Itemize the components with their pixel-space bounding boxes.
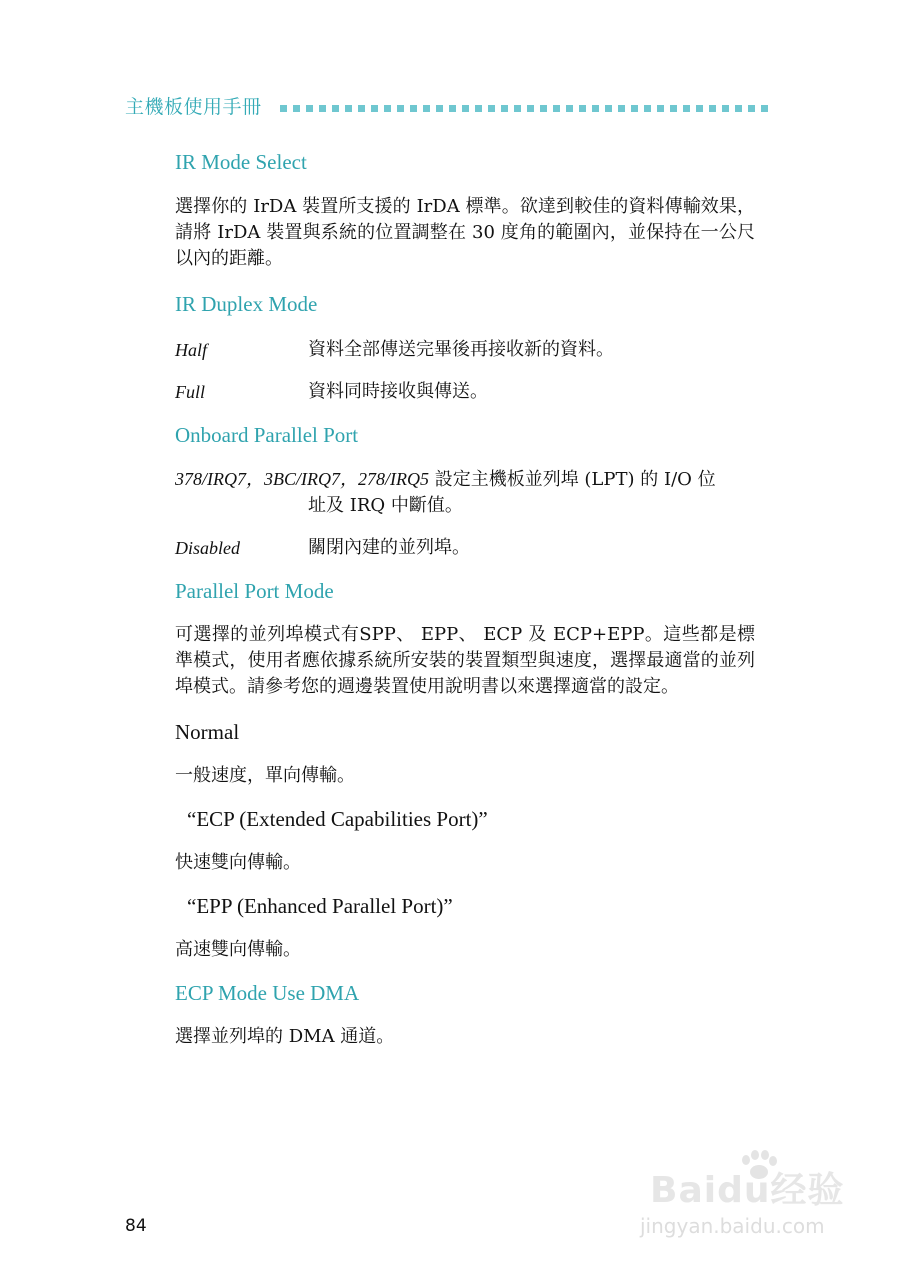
header-dot: [410, 105, 417, 112]
header-dot: [488, 105, 495, 112]
header-dot: [683, 105, 690, 112]
header-dot: [475, 105, 482, 112]
ecp-mode-description: 快速雙向傳輸。: [175, 852, 301, 873]
ecp-mode-label: “ECP (Extended Capabilities Port)”: [187, 807, 488, 831]
normal-mode-description: 一般速度，單向傳輸。: [175, 765, 355, 786]
watermark-url: jingyan.baidu.com: [640, 1214, 825, 1238]
header-dot: [592, 105, 599, 112]
parallel-port-disabled-row: [175, 535, 755, 561]
manual-content: [175, 150, 755, 1050]
header-dot: [462, 105, 469, 112]
parallel-mode-description: 可選擇的並列埠模式有SPP、 EPP、 ECP 及 ECP+EPP。這些都是標準模式，使用者應依據系統所安裝的裝置類型與速度，選擇最適當的並列埠模式。請參考您的週邊裝置使用說明書以來選擇適當的設定。: [175, 624, 755, 697]
header-dot: [423, 105, 430, 112]
heading-onboard-parallel-port: Onboard Parallel Port: [175, 423, 359, 447]
header-dot: [306, 105, 313, 112]
header-dot: [566, 105, 573, 112]
heading-ir-mode-select: IR Mode Select: [175, 150, 307, 174]
ir-mode-description: 選擇你的 IrDA 裝置所支援的 IrDA 標準。欲達到較佳的資料傳輸效果，請將 IrDA 裝置與系統的位置調整在 30 度角的範圍內，並保持在一公尺以內的距離。: [175, 196, 755, 269]
address-option-description: 設定主機板並列埠 (LPT) 的 I/O 位: [428, 469, 716, 490]
header-dot: [748, 105, 755, 112]
header-dot: [358, 105, 365, 112]
header-dot: [722, 105, 729, 112]
header-dot: [670, 105, 677, 112]
epp-mode-description: 高速雙向傳輸。: [175, 939, 301, 960]
header-dot: [332, 105, 339, 112]
header-dot: [540, 105, 547, 112]
header-title: 主機板使用手冊: [125, 96, 262, 118]
header-dot: [280, 105, 287, 112]
address-option-term: 378/IRQ7，3BC/IRQ7，278/IRQ5: [175, 469, 429, 489]
header-dot: [527, 105, 534, 112]
parallel-port-address-option: [175, 466, 755, 519]
baidu-watermark: [640, 1150, 855, 1250]
watermark-logo: Baidu经验: [650, 1170, 845, 1211]
ir-duplex-full-row: [175, 379, 755, 405]
header-dot: [436, 105, 443, 112]
normal-mode-label: Normal: [175, 720, 240, 744]
heading-ecp-mode-use-dma: ECP Mode Use DMA: [175, 981, 360, 1005]
header-dot-rule: [280, 105, 768, 112]
half-description: 資料全部傳送完畢後再接收新的資料。: [308, 339, 614, 360]
header-dot: [319, 105, 326, 112]
header-dot: [761, 105, 768, 112]
full-term: Full: [175, 382, 205, 402]
header-dot: [397, 105, 404, 112]
header-dot: [657, 105, 664, 112]
header-dot: [553, 105, 560, 112]
header-dot: [605, 105, 612, 112]
epp-mode-label: “EPP (Enhanced Parallel Port)”: [187, 894, 453, 918]
page-number: 84: [125, 1216, 147, 1236]
full-description: 資料同時接收與傳送。: [308, 381, 488, 402]
ecp-dma-description: 選擇並列埠的 DMA 通道。: [175, 1026, 395, 1047]
header-dot: [345, 105, 352, 112]
heading-ir-duplex-mode: IR Duplex Mode: [175, 292, 318, 316]
page-header: [125, 92, 768, 119]
header-dot: [735, 105, 742, 112]
ir-duplex-half-row: [175, 337, 755, 363]
header-dot: [371, 105, 378, 112]
header-dot: [644, 105, 651, 112]
header-dot: [579, 105, 586, 112]
header-dot: [696, 105, 703, 112]
header-dot: [293, 105, 300, 112]
disabled-term: Disabled: [175, 538, 240, 558]
header-dot: [514, 105, 521, 112]
disabled-description: 關閉內建的並列埠。: [308, 537, 470, 558]
heading-parallel-port-mode: Parallel Port Mode: [175, 579, 334, 603]
header-dot: [631, 105, 638, 112]
header-dot: [709, 105, 716, 112]
header-dot: [618, 105, 625, 112]
half-term: Half: [175, 340, 208, 360]
header-dot: [449, 105, 456, 112]
address-option-description-cont: 址及 IRQ 中斷值。: [308, 495, 463, 516]
header-dot: [501, 105, 508, 112]
header-dot: [384, 105, 391, 112]
